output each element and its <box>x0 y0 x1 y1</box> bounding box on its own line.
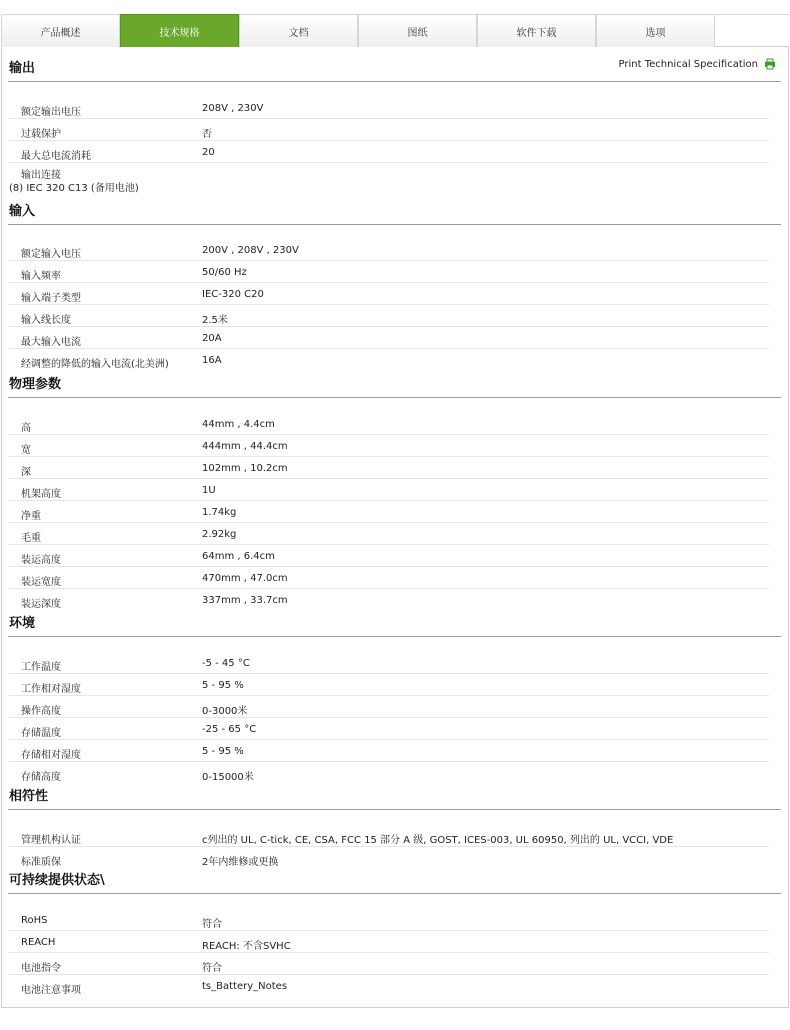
tab-overview[interactable]: 产品概述 <box>1 14 120 47</box>
spec-value: 44mm , 4.4cm <box>202 419 275 430</box>
spec-label: 存储高度 <box>21 772 61 783</box>
spec-value: 2.5米 <box>202 315 228 326</box>
spec-value: 102mm , 10.2cm <box>202 463 288 474</box>
spec-row <box>9 953 769 975</box>
section-title-physical: 物理参数 <box>9 377 62 392</box>
spec-row <box>9 349 769 371</box>
spec-value: c列出的 UL, C-tick, CE, CSA, FCC 15 部分 A 级, GOST, ICES-003, UL 60950, 列出的 UL, VCCI, VDE <box>202 835 674 846</box>
spec-row <box>9 847 769 869</box>
spec-label: 管理机构认证 <box>21 835 81 846</box>
spec-value: 20 <box>202 147 215 158</box>
spec-row <box>9 97 769 119</box>
section-divider <box>8 397 781 398</box>
printer-icon[interactable] <box>764 58 776 70</box>
spec-row <box>9 545 769 567</box>
spec-label: 存储温度 <box>21 728 61 739</box>
spec-row <box>9 119 769 141</box>
spec-row <box>9 589 769 611</box>
spec-label: 装运宽度 <box>21 577 61 588</box>
section-title-sustainability: 可持续提供状态\ <box>9 873 105 888</box>
tab-documents[interactable]: 文档 <box>239 14 358 47</box>
spec-row <box>9 435 769 457</box>
spec-label: 输入频率 <box>21 271 61 282</box>
spec-value: 20A <box>202 333 222 344</box>
spec-row <box>9 931 769 953</box>
spec-label: 标准质保 <box>21 857 61 868</box>
spec-label: 输出连接 <box>21 170 61 181</box>
spec-value: 符合 <box>202 919 222 930</box>
section-divider <box>8 809 781 810</box>
spec-label: 存储相对湿度 <box>21 750 81 761</box>
tab-bar <box>1 14 789 47</box>
spec-row <box>9 283 769 305</box>
spec-label: 电池注意事项 <box>21 985 81 996</box>
spec-value: 2年内维修或更换 <box>202 857 279 868</box>
section-title-conformance: 相符性 <box>9 789 49 804</box>
spec-value: ts_Battery_Notes <box>202 981 288 992</box>
spec-row <box>9 975 769 997</box>
spec-row <box>9 718 769 740</box>
spec-row <box>9 501 769 523</box>
spec-label: 毛重 <box>21 533 41 544</box>
spec-label: RoHS <box>21 915 48 926</box>
spec-row <box>9 674 769 696</box>
spec-label: 最大输入电流 <box>21 337 81 348</box>
section-divider <box>8 636 781 637</box>
section-title-environment: 环境 <box>9 616 36 631</box>
spec-label: 输入端子类型 <box>21 293 81 304</box>
tab-drawings[interactable]: 图纸 <box>358 14 477 47</box>
spec-row <box>9 909 769 931</box>
spec-label: 额定输出电压 <box>21 107 81 118</box>
spec-value: 0-15000米 <box>202 772 254 783</box>
spec-value: 64mm , 6.4cm <box>202 551 275 562</box>
spec-value: 50/60 Hz <box>202 267 247 278</box>
spec-row <box>9 762 769 784</box>
tab-bar-filler <box>715 14 789 47</box>
spec-value: 470mm , 47.0cm <box>202 573 288 584</box>
spec-row <box>9 567 769 589</box>
print-spec-link[interactable] <box>619 58 776 70</box>
spec-row <box>9 239 769 261</box>
tab-options[interactable]: 选项 <box>596 14 715 47</box>
spec-value: -5 - 45 °C <box>202 658 250 669</box>
spec-row <box>9 327 769 349</box>
section-title-output: 输出 <box>9 61 36 76</box>
print-spec-label[interactable]: Print Technical Specification <box>618 58 758 70</box>
spec-label: 装运深度 <box>21 599 61 610</box>
spec-value: REACH: 不含SVHC <box>202 941 291 952</box>
spec-value: 200V , 208V , 230V <box>202 245 299 256</box>
spec-value: 否 <box>202 129 212 140</box>
spec-label: 输入线长度 <box>21 315 71 326</box>
spec-row <box>9 141 769 163</box>
spec-row <box>9 457 769 479</box>
spec-value: IEC-320 C20 <box>202 289 264 300</box>
spec-row <box>9 696 769 718</box>
spec-row <box>9 305 769 327</box>
spec-label: 操作高度 <box>21 706 61 717</box>
spec-value: (8) IEC 320 C13 (备用电池) <box>9 183 139 194</box>
spec-value: -25 - 65 °C <box>202 724 257 735</box>
spec-label: 工作温度 <box>21 662 61 673</box>
spec-value: 1U <box>202 485 216 496</box>
spec-row <box>9 413 769 435</box>
spec-label: 额定输入电压 <box>21 249 81 260</box>
spec-row <box>9 479 769 501</box>
spec-value: 337mm , 33.7cm <box>202 595 288 606</box>
spec-label: 装运高度 <box>21 555 61 566</box>
spec-value: 5 - 95 % <box>202 680 244 691</box>
spec-label: 机架高度 <box>21 489 61 500</box>
spec-row <box>9 825 769 847</box>
spec-label: 电池指令 <box>21 963 61 974</box>
section-divider <box>8 893 781 894</box>
spec-row <box>9 523 769 545</box>
spec-label: 经调整的降低的输入电流(北美洲) <box>21 359 169 370</box>
tab-tech-specs[interactable]: 技术规格 <box>120 14 239 47</box>
spec-value: 5 - 95 % <box>202 746 244 757</box>
spec-label: 工作相对湿度 <box>21 684 81 695</box>
spec-value: 符合 <box>202 963 222 974</box>
spec-value: 1.74kg <box>202 507 237 518</box>
spec-row <box>9 261 769 283</box>
spec-label: 最大总电流消耗 <box>21 151 91 162</box>
spec-value: 16A <box>202 355 222 366</box>
section-title-input: 输入 <box>9 204 36 219</box>
spec-label: 过载保护 <box>21 129 61 140</box>
spec-label: 高 <box>21 423 31 434</box>
spec-label: 宽 <box>21 445 31 456</box>
spec-label: 净重 <box>21 511 41 522</box>
spec-label: REACH <box>21 937 56 948</box>
spec-value: 444mm , 44.4cm <box>202 441 288 452</box>
spec-row <box>9 740 769 762</box>
spec-row <box>9 652 769 674</box>
spec-value: 2.92kg <box>202 529 237 540</box>
tab-software[interactable]: 软件下载 <box>477 14 596 47</box>
spec-value: 0-3000米 <box>202 706 248 717</box>
section-divider <box>8 81 781 82</box>
spec-label: 深 <box>21 467 31 478</box>
section-divider <box>8 224 781 225</box>
spec-value: 208V , 230V <box>202 103 264 114</box>
